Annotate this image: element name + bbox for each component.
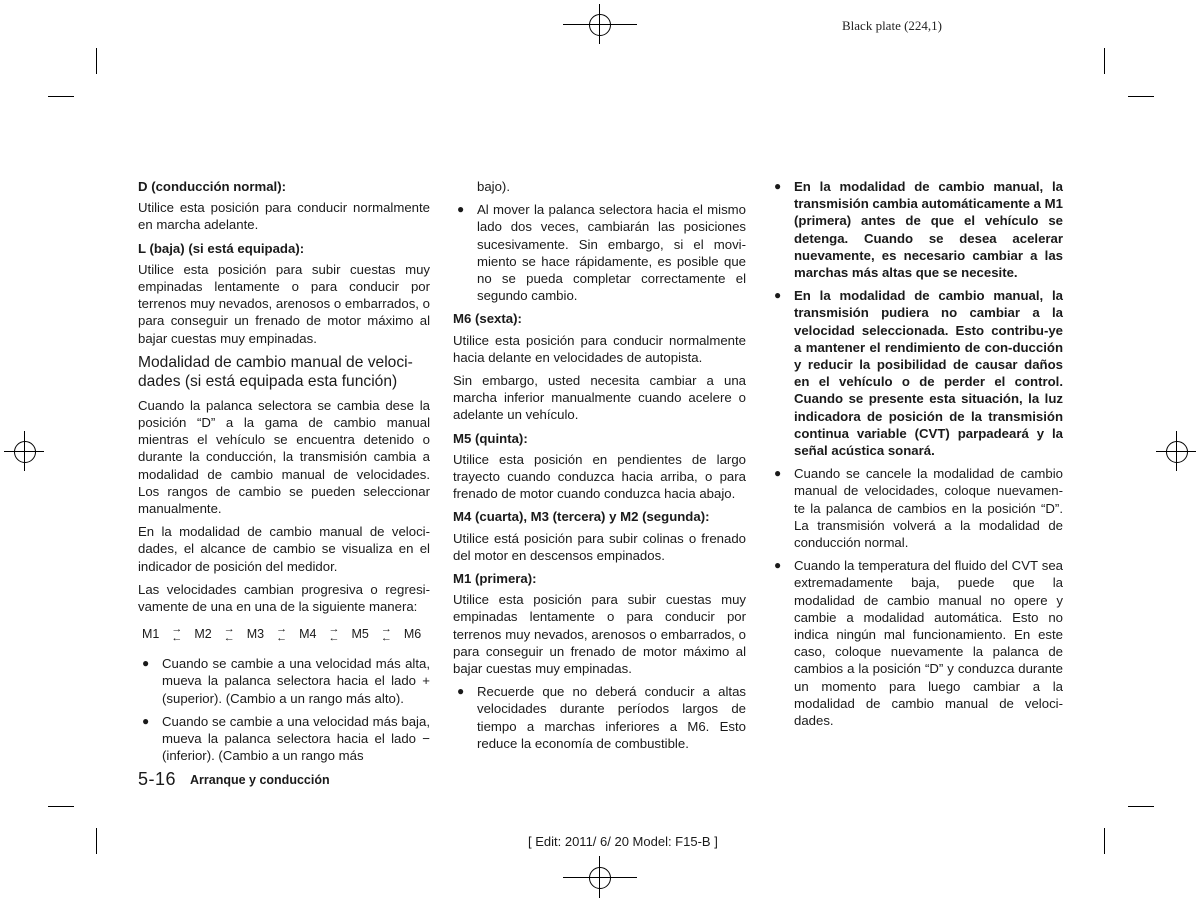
bullet-icon: ●	[774, 558, 782, 573]
heading-d: D (conducción normal):	[138, 179, 286, 194]
column-1	[138, 178, 430, 770]
heading-m6: M6 (sexta):	[453, 311, 522, 327]
bullet-icon: ●	[457, 684, 465, 699]
list-item: ● Al mover la palanca selectora hacia el mismo lado dos veces, cambiarán las posiciones sucesivamente. Sin embargo, si el movi-miento se hace rápidamente, es posible que no se pueda completar correctamente el segundo cambio.	[457, 202, 746, 304]
gear-label: M5	[351, 626, 369, 641]
heading-m5: M5 (quinta):	[453, 430, 528, 446]
heading-l: L (baja) (si está equipada):	[138, 240, 305, 256]
heading-m1: M1 (primera):	[453, 571, 537, 587]
column-3	[770, 178, 1063, 735]
list-item: ● Cuando se cambie a una velocidad más alta, mueva la palanca selectora hacia el lado + (superior). (Cambio a un rango más alto).	[142, 656, 430, 706]
gear-label: M1	[142, 626, 160, 641]
section-title: Modalidad de cambio manual de veloci-dades (si está equipada esta función)	[138, 353, 413, 390]
gear-label: M2	[194, 626, 212, 641]
list-item: ● Recuerde que no deberá conducir a altas velocidades durante períodos largos de tiempo a marchas inferiores a M6. Esto reduce la economía de combustible.	[457, 684, 746, 751]
bullet-icon: ●	[774, 179, 782, 193]
edit-info: [ Edit: 2011/ 6/ 20 Model: F15-B ]	[528, 834, 718, 849]
paragraph-m4: Utilice está posición para subir colinas o frenado del motor en descensos empinados.	[453, 530, 746, 563]
list-item: ● En la modalidad de cambio manual, la transmisión pudiera no cambiar a la velocidad seleccionada. Esto contribu-ye a mantener el rendimiento de con-ducción y reducir la posibilidad de causar daños en el vehículo o de perder el control. Cuando se presente esta situación, la luz indicadora de posición de la transmisión continua variable (CVT) parpadeará y la señal acústica sonará.	[774, 288, 1063, 459]
paragraph-m6b: Sin embargo, usted necesita cambiar a una marcha inferior manualmente cuando acelere o adelante un vehículo.	[453, 373, 746, 423]
paragraph-m5: Utilice esta posición en pendientes de largo trayecto cuando conduzca hacia arriba, o para frenado de motor cuando conduzca hacia abajo.	[453, 451, 746, 502]
bullet-icon: ●	[774, 466, 782, 481]
bullet-icon: ●	[142, 656, 150, 671]
bullet-icon: ●	[457, 202, 465, 217]
paragraph-l: Utilice esta posición para subir cuestas muy empinadas lentamente o para conducir por terrenos muy nevados, arenosos o embarrados, o para conseguir un frenado de motor máximo al bajar cuestas muy empinadas.	[138, 261, 430, 346]
paragraph-3: Las velocidades cambian progresiva o regresi-vamente de una en una de la siguiente manera:	[138, 581, 430, 615]
gear-sequence	[142, 625, 430, 643]
bullet-icon: ●	[774, 288, 782, 303]
page-number: 5-16	[138, 769, 177, 789]
shift-arrows-icon: → ←	[223, 623, 235, 645]
plate-label: Black plate (224,1)	[842, 18, 942, 33]
bullet-icon: ●	[142, 713, 150, 728]
list-item: ● Cuando se cancele la modalidad de cambio manual de velocidades, coloque nuevamen-te la palanca de cambios en la posición “D”. La transmisión volverá a la modalidad de conducción normal.	[774, 466, 1063, 551]
paragraph-m6a: Utilice esta posición para conducir normalmente hacia delante en velocidades de autopista.	[453, 332, 746, 365]
list-item: ● Cuando la temperatura del fluido del CVT sea extremadamente baja, puede que la modalidad de cambio manual no opere y cambie a modalidad automática. Esto no indica ningún mal funcionamiento. En este caso, coloque nuevamente la palanca de cambios a la posición “D” y conduzca durante un momento para luego cambiar a la modalidad de cambio manual de veloci-dades.	[774, 558, 1063, 729]
shift-arrows-icon: → ←	[276, 623, 288, 645]
shift-arrows-icon: → ←	[171, 623, 183, 645]
paragraph-2: En la modalidad de cambio manual de veloci-dades, el alcance de cambio se visualiza en el indicador de posición del medidor.	[138, 524, 430, 574]
continued-text: bajo).	[477, 179, 510, 194]
column-2	[453, 178, 746, 758]
heading-m4: M4 (cuarta), M3 (tercera) y M2 (segunda):	[453, 509, 710, 525]
section-name: Arranque y conducción	[190, 773, 330, 787]
list-item: ● Cuando se cambie a una velocidad más baja, mueva la palanca selectora hacia el lado − (inferior). (Cambio a un rango más	[142, 713, 430, 764]
paragraph-1: Cuando la palanca selectora se cambia dese la posición “D” a la gama de cambio manual mientras el vehículo se encuentra detenido o durante la conducción, la transmisión cambia a modalidad de cambio manual de velocidades. Los rangos de cambio se pueden seleccionar manualmente.	[138, 397, 430, 517]
paragraph-m1: Utilice esta posición para subir cuestas muy empinadas lentamente o para conducir por terrenos muy nevados, arenosos o embarrados, o para conseguir un frenado de motor máximo al bajar cuestas muy empinadas.	[453, 592, 746, 677]
shift-arrows-icon: → ←	[380, 623, 392, 645]
gear-label: M3	[246, 626, 265, 641]
gear-label: M4	[299, 626, 317, 641]
gear-label: M6	[403, 626, 422, 641]
list-item: ● En la modalidad de cambio manual, la transmisión cambia automáticamente a M1 (primera) antes de que el vehículo se detenga. Cuando se desea acelerar nuevamente, es necesario cambiar a las marchas más altas que se necesite.	[774, 179, 1063, 281]
shift-arrows-icon: → ←	[328, 623, 340, 645]
paragraph-d: Utilice esta posición para conducir normalmente en marcha adelante.	[138, 200, 430, 233]
